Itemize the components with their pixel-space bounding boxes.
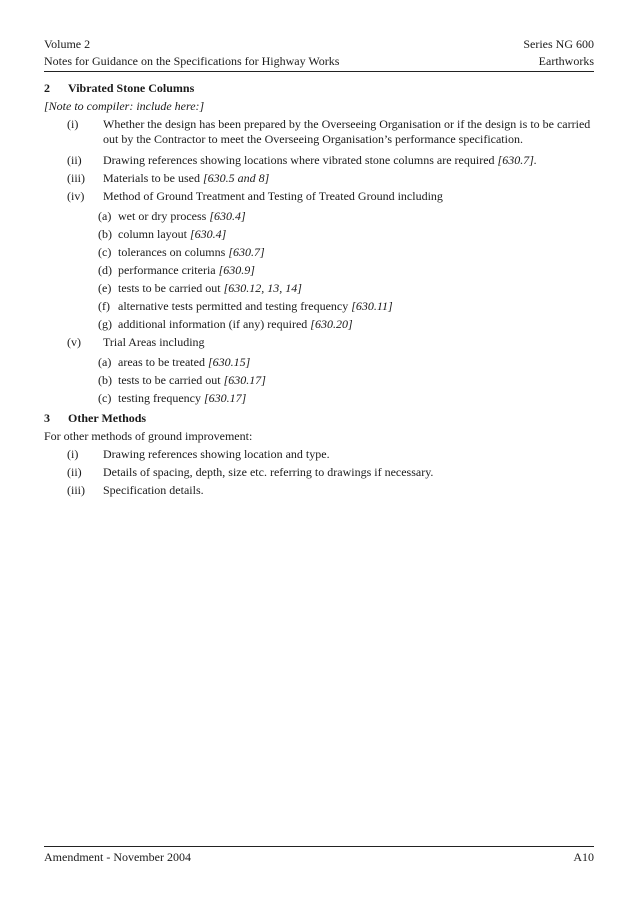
clause-reference: [630.4] (190, 227, 227, 241)
page-number: A10 (573, 850, 594, 864)
item-text: Materials to be used (103, 171, 200, 185)
list-item (44, 153, 594, 168)
section-number: 3 (44, 411, 50, 425)
roman-numeral: (i) (67, 447, 79, 461)
roman-numeral: (iii) (67, 171, 85, 185)
list-item (44, 189, 594, 204)
roman-numeral: (iii) (67, 483, 85, 497)
header-rule (44, 71, 594, 72)
item-text: Details of spacing, depth, size etc. referring to drawings if necessary. (103, 465, 434, 479)
compiler-note: [Note to compiler: include here:] (44, 99, 205, 113)
section-number: 2 (44, 81, 50, 95)
roman-numeral: (ii) (67, 465, 82, 479)
sub-item: (a) areas to be treated [630.15] (98, 355, 251, 369)
sub-item: (g) additional information (if any) required [630.20] (98, 317, 353, 331)
footer-rule (44, 846, 594, 847)
sub-item: (c) tolerances on columns [630.7] (98, 245, 265, 259)
roman-numeral: (i) (67, 117, 79, 131)
document-title: Notes for Guidance on the Specifications for Highway Works (44, 54, 340, 68)
item-text: Drawing references showing locations where vibrated stone columns are required (103, 153, 495, 167)
series-label: Series NG 600 (523, 37, 594, 51)
item-text: Drawing references showing location and type. (103, 447, 330, 461)
list-item (44, 465, 594, 480)
volume-label: Volume 2 (44, 37, 91, 51)
list-item (44, 335, 594, 350)
clause-reference: [630.4] (209, 209, 246, 223)
section-intro: For other methods of ground improvement: (44, 429, 253, 443)
item-text: Method of Ground Treatment and Testing of Treated Ground including (103, 189, 443, 203)
sub-item: (a) wet or dry process [630.4] (98, 209, 246, 223)
sub-item: (b) column layout [630.4] (98, 227, 227, 241)
section-title: Vibrated Stone Columns (68, 81, 195, 95)
page-footer (44, 850, 594, 865)
clause-reference: [630.5 and 8] (202, 171, 270, 185)
page-body (44, 78, 594, 498)
roman-numeral: (iv) (67, 189, 85, 203)
sub-item: (b) tests to be carried out [630.17] (98, 373, 266, 387)
section-3-heading (44, 409, 594, 427)
clause-reference: [630.20] (310, 317, 353, 331)
section-label: Earthworks (538, 54, 594, 68)
section-title: Other Methods (68, 411, 147, 425)
item-text: Specification details. (103, 483, 204, 497)
list-item (44, 483, 594, 498)
section-2-heading (44, 79, 594, 97)
page-header (44, 36, 594, 70)
sub-item: (f) alternative tests permitted and testing frequency [630.11] (98, 299, 393, 313)
clause-reference: [630.12, 13, 14] (223, 281, 302, 295)
clause-reference: [630.7] (228, 245, 265, 259)
amendment-label: Amendment - November 2004 (44, 850, 191, 864)
clause-reference: [630.7]. (497, 153, 537, 167)
list-item (44, 447, 594, 462)
clause-reference: [630.17] (203, 391, 247, 405)
sub-item: (e) tests to be carried out [630.12, 13, 14] (98, 281, 302, 295)
clause-reference: [630.11] (351, 299, 393, 313)
list-item (44, 171, 594, 186)
clause-reference: [630.9] (218, 263, 255, 277)
sub-list-iv (44, 207, 594, 333)
sub-item: (d) performance criteria [630.9] (98, 263, 255, 277)
roman-numeral: (ii) (67, 153, 82, 167)
clause-reference: [630.15] (207, 355, 251, 369)
item-text: Trial Areas including (103, 335, 205, 349)
list-item (44, 117, 594, 147)
sub-list-v (44, 353, 594, 407)
clause-reference: [630.17] (223, 373, 266, 387)
sub-item: (c) testing frequency [630.17] (98, 391, 247, 405)
roman-numeral: (v) (67, 335, 81, 349)
item-text: Whether the design has been prepared by the Overseeing Organisation or if the design is to be carried out by the Contractor to meet the Overseeing Organisation’s performance specification. (103, 117, 591, 146)
